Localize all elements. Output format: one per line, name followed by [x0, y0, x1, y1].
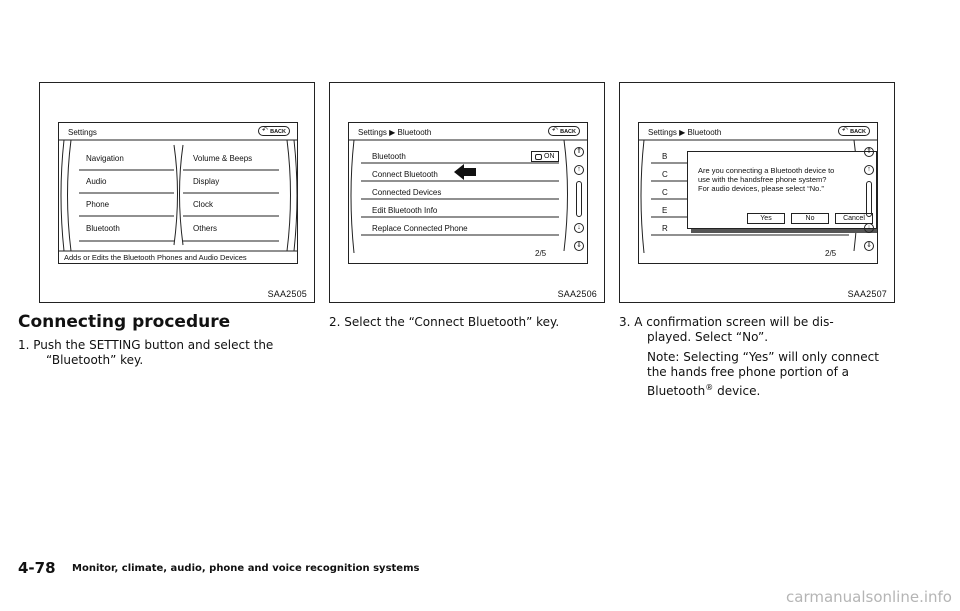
figure-code: SAA2506: [557, 289, 597, 299]
confirmation-dialog: [687, 151, 877, 229]
scroll-top-icon[interactable]: ⇑: [574, 147, 584, 157]
screen-title: Settings: [68, 128, 97, 137]
list-item-initial: E: [662, 206, 668, 215]
figure-bluetooth-menu: [329, 82, 605, 303]
step-3: [619, 315, 834, 345]
list-item-initial: R: [662, 224, 668, 233]
page-number: 4-78: [18, 559, 56, 577]
pointer-arrow-icon: [452, 163, 478, 181]
note-line: Bluetooth® device.: [647, 383, 761, 398]
list-item-replace-connected-phone[interactable]: Replace Connected Phone: [372, 224, 468, 233]
menu-item-others[interactable]: Others: [193, 224, 218, 233]
status-bar-text: Adds or Edits the Bluetooth Phones and Audio Devices: [64, 253, 247, 262]
menu-item-clock[interactable]: Clock: [193, 200, 214, 209]
scroll-down-icon[interactable]: ↓: [574, 223, 584, 233]
menu-item-phone[interactable]: Phone: [86, 200, 110, 209]
page-indicator: 2/5: [535, 249, 547, 258]
step-text: A confirmation screen will be dis-: [634, 315, 834, 329]
dialog-line: Are you connecting a Bluetooth device to: [698, 166, 835, 175]
page-indicator: 2/5: [825, 249, 837, 258]
figure-code: SAA2507: [847, 289, 887, 299]
step-text: Select the “Connect Bluetooth” key.: [344, 315, 560, 329]
bluetooth-toggle[interactable]: ON: [531, 151, 559, 162]
screen-frame-curves: [59, 123, 298, 264]
scroll-bottom-icon[interactable]: ⇓: [864, 241, 874, 251]
scroll-top-icon[interactable]: ⇑: [864, 147, 874, 157]
no-button[interactable]: No: [791, 213, 829, 224]
figure-code: SAA2505: [267, 289, 307, 299]
menu-item-display[interactable]: Display: [193, 177, 220, 186]
list-item-initial: B: [662, 152, 668, 161]
menu-item-navigation[interactable]: Navigation: [86, 154, 124, 163]
yes-button[interactable]: Yes: [747, 213, 785, 224]
watermark: carmanualsonline.info: [786, 588, 952, 606]
step-text-continued: “Bluetooth” key.: [46, 353, 144, 367]
menu-item-volume-beeps[interactable]: Volume & Beeps: [193, 154, 253, 163]
scroll-down-icon[interactable]: ↓: [864, 223, 874, 233]
screen-title: Settings ▶ Bluetooth: [358, 128, 432, 137]
list-item-initial: C: [662, 170, 668, 179]
dialog-message: [698, 166, 834, 193]
scroll-up-icon[interactable]: ↑: [864, 165, 874, 175]
scroll-bottom-icon[interactable]: ⇓: [574, 241, 584, 251]
scrollbar[interactable]: [576, 181, 582, 217]
back-button[interactable]: ↶ BACK: [258, 126, 290, 136]
list-item-bluetooth[interactable]: Bluetooth: [372, 152, 406, 161]
step-2: [329, 315, 559, 330]
step-1: [18, 338, 273, 368]
step-number: 1.: [18, 338, 30, 352]
bluetooth-dialog-screen: [638, 122, 878, 264]
list-item-edit-bluetooth-info[interactable]: Edit Bluetooth Info: [372, 206, 438, 215]
menu-item-audio[interactable]: Audio: [86, 177, 107, 186]
screen-title: Settings ▶ Bluetooth: [648, 128, 722, 137]
menu-item-bluetooth[interactable]: Bluetooth: [86, 224, 120, 233]
step-number: 2.: [329, 315, 341, 329]
bluetooth-screen: [348, 122, 588, 264]
list-item-connect-bluetooth[interactable]: Connect Bluetooth: [372, 170, 438, 179]
figure-settings-menu: [39, 82, 315, 303]
settings-screen: [58, 122, 298, 264]
step-number: 3.: [619, 315, 631, 329]
list-item-initial: C: [662, 188, 668, 197]
figure-confirmation-dialog: [619, 82, 895, 303]
note-line: Note: Selecting “Yes” will only connect: [647, 350, 879, 364]
note: [647, 350, 879, 399]
section-heading: Connecting procedure: [18, 312, 231, 332]
scroll-up-icon[interactable]: ↑: [574, 165, 584, 175]
section-title: Monitor, climate, audio, phone and voice recognition systems: [72, 563, 420, 574]
scrollbar[interactable]: [866, 181, 872, 217]
note-line: the hands free phone portion of a: [647, 365, 850, 379]
step-text: Push the SETTING button and select the: [33, 338, 274, 352]
step-text-continued: played. Select “No”.: [647, 330, 769, 344]
list-item-connected-devices[interactable]: Connected Devices: [372, 188, 442, 197]
dialog-line: For audio devices, please select “No.”: [698, 184, 824, 193]
cancel-button[interactable]: Cancel: [835, 213, 873, 224]
back-button[interactable]: ↶ BACK: [838, 126, 870, 136]
dialog-line: use with the handsfree phone system?: [698, 175, 827, 184]
back-button[interactable]: ↶ BACK: [548, 126, 580, 136]
